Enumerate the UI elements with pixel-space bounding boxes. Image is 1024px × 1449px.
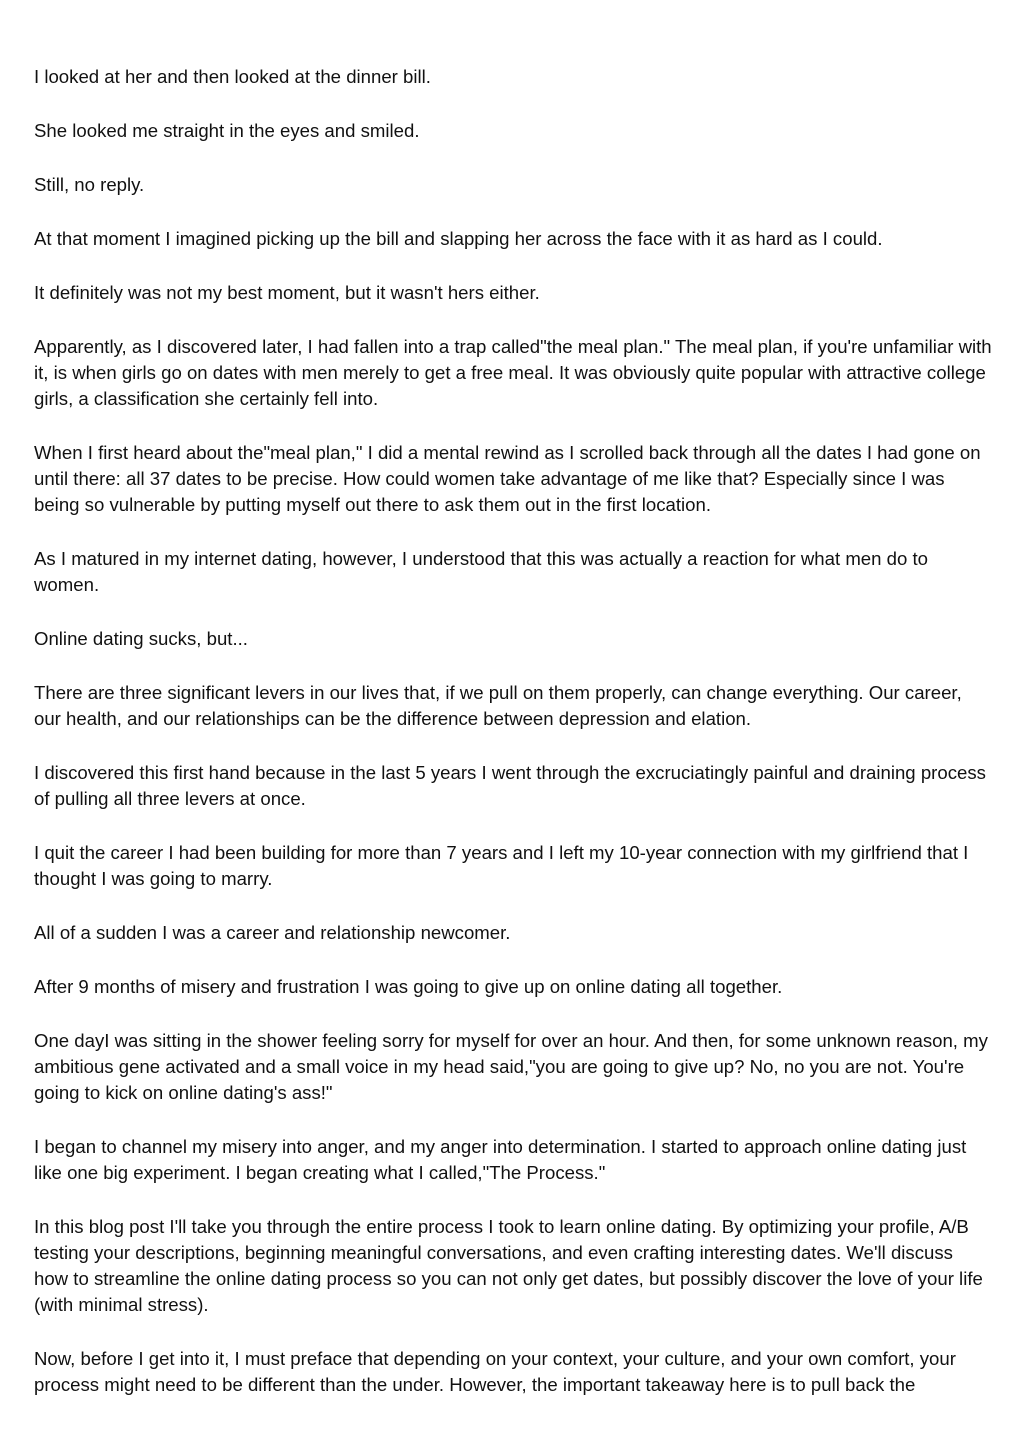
paragraph: When I first heard about the"meal plan," I did a mental rewind as I scrolled back through all the dates I had gone on until there: all 37 dates to be precise. How could women take advantage of me like that? Especially since I was being so vulnerable by putting myself out there to ask them out in the first location. xyxy=(34,442,981,515)
paragraph: I discovered this first hand because in the last 5 years I went through the excruciatingly painful and draining process of pulling all three levers at once. xyxy=(34,762,986,809)
paragraph: In this blog post I'll take you through the entire process I took to learn online dating. By optimizing your profile, A/B testing your descriptions, beginning meaningful conversations, and even crafting interesting dates. We'll discuss how to streamline the online dating process so you can not only get dates, but possibly discover the love of your life (with minimal stress). xyxy=(34,1216,983,1315)
paragraph: Still, no reply. xyxy=(34,174,145,195)
paragraph: She looked me straight in the eyes and smiled. xyxy=(34,120,420,141)
paragraph: I began to channel my misery into anger, and my anger into determination. I started to approach online dating just like one big experiment. I began creating what I called,"The Process." xyxy=(34,1136,967,1183)
paragraph: As I matured in my internet dating, however, I understood that this was actually a reaction for what men do to women. xyxy=(34,548,929,595)
paragraph: I looked at her and then looked at the dinner bill. xyxy=(34,66,431,87)
paragraph: I quit the career I had been building for more than 7 years and I left my 10-year connection with my girlfriend that I thought I was going to marry. xyxy=(34,842,969,889)
paragraph: One dayI was sitting in the shower feeling sorry for myself for over an hour. And then, for some unknown reason, my ambitious gene activated and a small voice in my head said,"you are going to give up? No, no you are not. You're going to kick on online dating's ass!" xyxy=(34,1030,988,1103)
paragraph: Online dating sucks, but... xyxy=(34,628,248,649)
paragraph: At that moment I imagined picking up the bill and slapping her across the face with it as hard as I could. xyxy=(34,228,883,249)
paragraph: After 9 months of misery and frustration I was going to give up on online dating all together. xyxy=(34,976,783,997)
paragraph: There are three significant levers in our lives that, if we pull on them properly, can change everything. Our career, our health, and our relationships can be the difference between depression and elation. xyxy=(34,682,962,729)
paragraph: All of a sudden I was a career and relationship newcomer. xyxy=(34,922,511,943)
paragraph: Apparently, as I discovered later, I had fallen into a trap called"the meal plan." The meal plan, if you're unfamiliar with it, is when girls go on dates with men merely to get a free meal. It was obviously quite popular with attractive college girls, a classification she certainly fell into. xyxy=(34,336,992,409)
paragraph: Now, before I get into it, I must preface that depending on your context, your culture, and your own comfort, your process might need to be different than the under. However, the important takeaway here is to pull back the xyxy=(34,1348,956,1395)
article-body xyxy=(34,64,992,1426)
paragraph: It definitely was not my best moment, but it wasn't hers either. xyxy=(34,282,540,303)
